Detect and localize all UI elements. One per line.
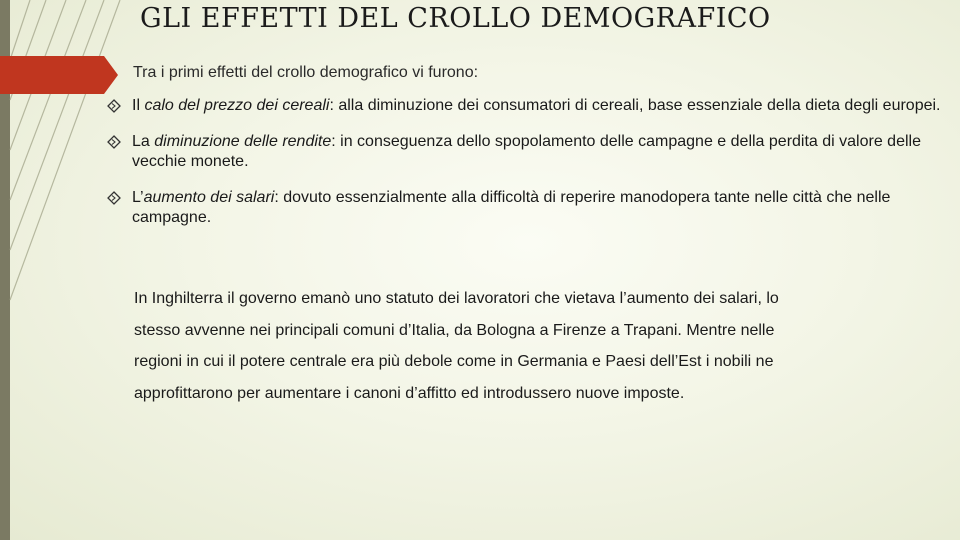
bullet-rest: : in conseguenza dello spopolamento delle campagne e della perdita di valore delle vecchie monete. (132, 133, 921, 170)
paragraph-line: stesso avvenne nei principali comuni d’Italia, da Bologna a Firenze a Trapani. Mentre nelle (134, 321, 775, 339)
bullet-emphasis: calo del prezzo dei cereali (144, 97, 330, 114)
paragraph-line: approfittarono per aumentare i canoni d’affitto ed introdussero nuove imposte. (134, 384, 685, 402)
bullet-prefix: L’ (132, 189, 144, 206)
diamond-arrow-icon (107, 191, 121, 205)
bullet-rest: : alla diminuzione dei consumatori di cereali, base essenziale della dieta degli europei. (329, 97, 941, 114)
paragraph-line: regioni in cui il potere centrale era più debole come in Germania e Paesi dell’Est i nobili ne (134, 353, 774, 370)
bullet-emphasis: diminuzione delle rendite (154, 133, 332, 150)
bullet-prefix: La (132, 133, 155, 150)
bullet-list (107, 96, 957, 244)
intro-text: Tra i primi effetti del crollo demografico vi furono: (133, 64, 479, 81)
diamond-arrow-icon (107, 99, 121, 113)
bullet-item (107, 132, 957, 172)
bullet-emphasis: aumento dei salari (143, 189, 275, 206)
page-title: GLI EFFETTI DEL CROLLO DEMOGRAFICO (140, 3, 771, 34)
bullet-text (132, 96, 957, 116)
bullet-item (107, 96, 957, 116)
paragraph-line: In Inghilterra il governo emanò uno statuto dei lavoratori che vietava l’aumento dei salari, lo (134, 290, 779, 307)
bullet-prefix: Il (132, 97, 145, 114)
bullet-text (132, 132, 957, 172)
bullet-item (107, 188, 957, 228)
diamond-arrow-icon (107, 135, 121, 149)
bullet-text (132, 188, 957, 228)
red-tab-shape (0, 56, 118, 94)
bullet-rest: : dovuto essenzialmente alla difficoltà di reperire manodopera tante nelle città che nelle campagne. (132, 189, 891, 226)
body-paragraph (134, 283, 934, 409)
